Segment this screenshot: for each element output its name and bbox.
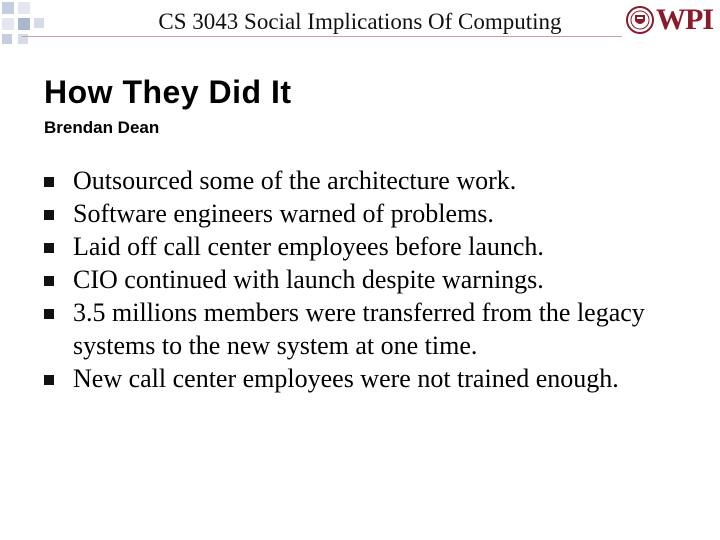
wpi-logo xyxy=(626,4,716,36)
square-bullet-icon xyxy=(44,309,54,319)
bullet-item xyxy=(44,164,684,197)
bullet-item xyxy=(44,230,684,263)
square-bullet-icon xyxy=(44,177,54,187)
bullet-list xyxy=(44,164,684,395)
wpi-seal-icon xyxy=(626,5,654,35)
slide-author: Brendan Dean xyxy=(44,118,160,137)
slide-title: How They Did It xyxy=(44,74,292,110)
bullet-item xyxy=(44,296,684,362)
bullet-text: Software engineers warned of problems. xyxy=(73,199,494,228)
square-bullet-icon xyxy=(44,210,54,220)
square-bullet-icon xyxy=(44,375,54,385)
square-bullet-icon xyxy=(44,243,54,253)
wpi-logo-text: WPI xyxy=(656,3,713,36)
bullet-text: 3.5 millions members were transferred from the legacy systems to the new system at one time. xyxy=(73,298,645,360)
bullet-item xyxy=(44,263,684,296)
header-title: CS 3043 Social Implications Of Computing xyxy=(158,9,562,34)
bullet-text: Laid off call center employees before launch. xyxy=(73,232,544,261)
bullet-text: New call center employees were not trained enough. xyxy=(73,364,619,393)
bullet-text: CIO continued with launch despite warnings. xyxy=(73,265,544,294)
bullet-item xyxy=(44,362,684,395)
header-divider xyxy=(22,36,622,37)
square-bullet-icon xyxy=(44,276,54,286)
bullet-item xyxy=(44,197,684,230)
bullet-text: Outsourced some of the architecture work. xyxy=(73,166,517,195)
